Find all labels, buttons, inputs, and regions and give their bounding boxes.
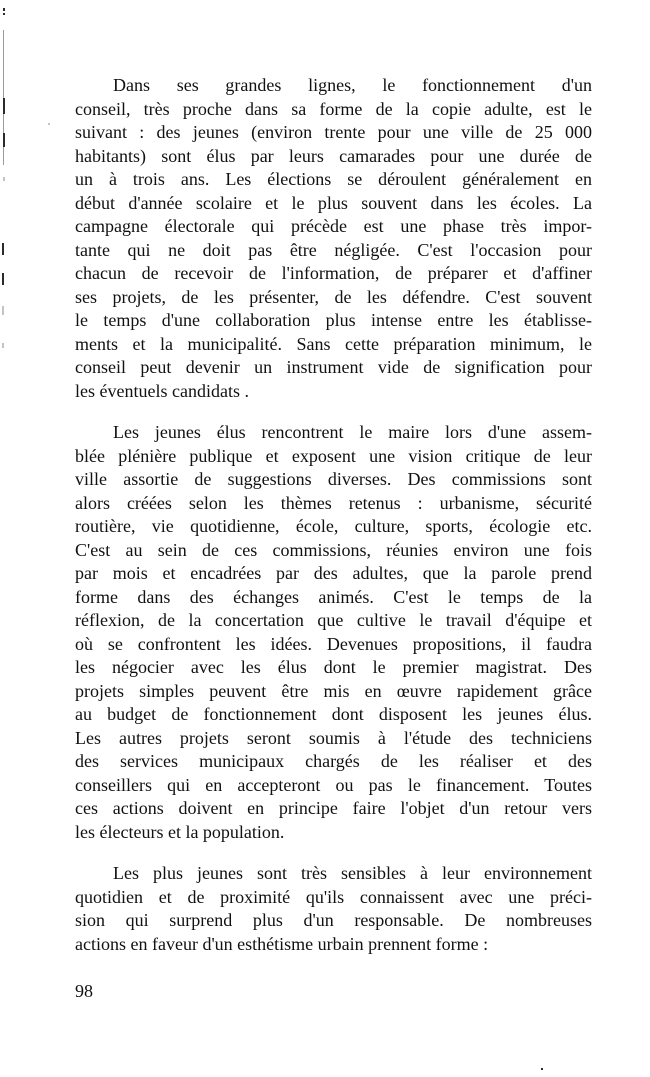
text-line: habitants) sont élus par leurs camarades pour une durée de [75,145,592,166]
text-line: par mois et encadrées par des adultes, que la parole prend [75,563,592,583]
text-line: le temps d'une collaboration plus intense entre les établisse- [75,310,592,330]
text-line: Les jeunes élus rencontrent le maire lors d'une assem- [113,422,592,442]
text-line: un à trois ans. Les élections se déroulent généralement en [75,169,592,189]
text-line: actions en faveur d'un esthétisme urbain prennent forme : [75,933,489,954]
text-line: C'est au sein de ces commissions, réunies environ une fois [75,539,592,560]
text-line: forme dans des échanges animés. C'est le temps de la [75,586,592,607]
text-line: ville assortie de suggestions diverses. Des commissions sont [75,469,592,489]
paragraph [75,421,592,844]
scan-artifact [2,273,4,285]
text-line: campagne électorale qui précède est une phase très impor- [75,216,592,236]
text-line: ces actions doivent en principe faire l'objet d'un retour vers [75,798,592,818]
page-number: 98 [75,981,93,1001]
scan-artifact [3,133,5,147]
paragraph [75,862,592,956]
text-line: des services municipaux chargés de les réaliser et des [75,751,592,771]
text-line: suivant : des jeunes (environ trente pour une ville de 25 000 [75,122,592,142]
scan-artifact [2,343,4,348]
paragraph [75,74,592,403]
text-line: chacun de recevoir de l'information, de préparer et d'affiner [75,263,592,283]
text-block [75,74,592,956]
text-line: conseil peut devenir un instrument vide de signification pour [75,357,592,377]
text-line: quotidien et de proximité qu'ils connaissent avec une préci- [75,886,592,907]
text-line: Les plus jeunes sont très sensibles à leur environnement [113,863,592,883]
text-line: où se confrontent les idées. Devenues propositions, il faudra [75,633,592,654]
text-line: alors créées selon les thèmes retenus : urbanisme, sécurité [75,492,592,513]
scan-artifact [48,123,50,125]
text-line: réflexion, de la concertation que cultive le travail d'équipe et [75,610,592,630]
text-line: routière, vie quotidienne, école, culture, sports, écologie etc. [75,516,592,536]
text-line: ses projets, de les présenter, de les défendre. C'est souvent [75,286,592,307]
text-line: conseil, très proche dans sa forme de la copie adulte, est le [75,98,592,119]
scan-artifact [3,8,5,11]
text-line: sion qui surprend plus d'un responsable. De nombreuses [75,910,592,930]
text-line: projets simples peuvent être mis en œuvre rapidement grâce [75,680,592,701]
text-line: Dans ses grandes lignes, le fonctionnement d'un [113,75,592,95]
text-line: les électeurs et la population. [75,821,285,842]
scan-artifact [2,306,4,315]
text-line: blée plénière publique et exposent une vision critique de leur [75,445,592,466]
scan-artifact [2,243,4,255]
text-line: ments et la municipalité. Sans cette préparation minimum, le [75,333,592,354]
scan-artifact [3,177,5,181]
text-line: conseillers qui en accepteront ou pas le financement. Toutes [75,774,592,795]
scan-artifact [3,13,5,15]
scan-artifact [3,98,5,114]
text-line: les négocier avec les élus dont le premier magistrat. Des [75,657,592,677]
text-line: Les autres projets seront soumis à l'étude des techniciens [75,727,592,748]
text-line: tante qui ne doit pas être négligée. C'est l'occasion pour [75,239,592,260]
text-line: début d'année scolaire et le plus souvent dans les écoles. La [75,192,592,213]
text-line: au budget de fonctionnement dont disposent les jeunes élus. [75,704,592,724]
text-line: les éventuels candidats . [75,380,249,401]
scan-artifact [541,1068,543,1070]
